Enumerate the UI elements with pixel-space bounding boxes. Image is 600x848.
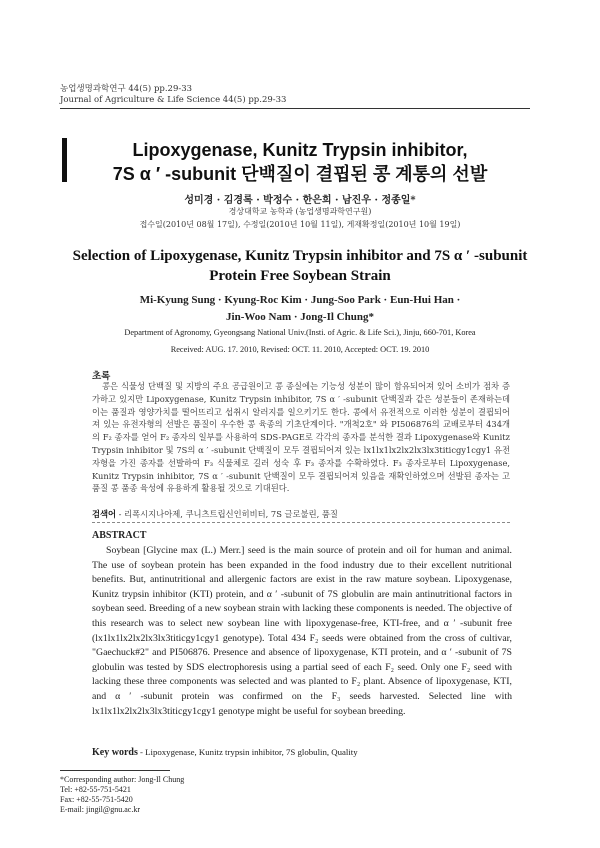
corresponding-author: *Corresponding author: Jong-Il Chung	[60, 775, 185, 784]
correspondence-footnote	[60, 775, 184, 815]
english-abstract-body: Soybean [Glycine max (L.) Merr.] seed is the main source of protein and oil for human and animal. The use of soybean protein has been expanded in the food industry due to their excellent nutritional benefits. But, antinutritional and allergenic factors are exist in the raw mature soybean. Lipoxygenase, Kunitz trypsin inhibitor (KTI) protein, and α ′ -subunit of 7S globulin are main antinutritional factors in soybean seed. Breeding of a new soybean strain with lacking these components is needed. The objective of this research was to select new soybean line with lipoxygenase-free, KTI-free, and α ′ -subunit free (lx1lx1lx2lx2lx3lx3titicgy1cgy1 genotype). Total 434 F₂ seeds were obtained from the cross of cultivar, "Gaechuck#2" and PI506876. Presence and absence of lipoxygenase, KTI protein, and α ′ -subunit of 7S globulin was tested by SDS electrophoresis using a partial seed of each F₂ seed. Only one F₂ seed with lacking these three components was selected and was planted to F₂ plant. Absence of lipoxygenase, KTI, and α ′ -subunit protein was confirmed on the F₃ seeds harvested. Selected line with lx1lx1lx2lx2lx3lx3titicgy1cgy1 genotype might be useful for soybean breeding.	[92, 545, 512, 717]
english-title-line-1: Selection of Lipoxygenase, Kunitz Trypsin inhibitor and 7S α ′ -subunit	[72, 248, 528, 264]
journal-citation-ko: 농업생명과학연구 44(5) pp.29-33	[60, 84, 193, 94]
english-title-line-2: Protein Free Soybean Strain	[209, 268, 391, 284]
journal-citation-en: Journal of Agriculture & Life Science 44(5) pp.29-33	[60, 95, 287, 105]
korean-keywords-text: - 리폭시지나아제, 쿠니츠트립신인히비터, 7S 글로불린, 품질	[116, 509, 338, 519]
journal-header	[60, 84, 286, 106]
telephone: Tel: +82-55-751-5421	[60, 785, 131, 794]
section-divider	[92, 522, 510, 523]
korean-abstract-body: 콩은 식물성 단백질 및 지방의 주요 공급원이고 콩 종실에는 기능성 성분이 많이 함유되어져 있어 소비가 점차 증가하고 있지만 Lipoxygenase, Kunitz Trypsin inhibitor, 7S α ′ -subunit 단백질과 같은 성분들이 존재하는데 이는 품질과 영양가치를 떨어뜨리고 섭취시 알러지를 일으키기도 한다. 콩에서 유전적으로 이러한 성분이 결핍되어져 있는 유전자형의 선발은 품질이 우수한 콩 육종의 기초단계이다. "개척2호" 와 PI506876의 교배로부터 434개의 F₂ 종자를 얻어 F₂ 종자의 일부를 사용하여 SDS-PAGE로 각각의 종자를 분석한 결과 Lipoxygenase와 Kunitz Trypsin inhibitor 및 7S의 α ′ -subunit 단백질이 모두 결핍되어져 있는 lx1lx1lx2lx2lx3lx3titicgy1cgy1 유전자형을 가진 종자를 선발하여 F₃ 식물체로 길러 성숙 후 F₃ 종자를 수확하였다. F₃ 종자로부터 Lipoxygenase, Kunitz Trypsin inhibitor, 7S α ′ -subunit 단백질이 모두 결핍되어져 있음을 재확인하였으며 선발된 종자는 고품질 콩 품종 육성에 유용하게 활용될 것으로 기대된다.	[92, 381, 510, 494]
english-keywords-label: Key words	[92, 747, 138, 758]
english-keywords-text: - Lipoxygenase, Kunitz trypsin inhibitor, 7S globulin, Quality	[137, 747, 358, 757]
affiliation-korean: 경상대학교 농학과 (농업생명과학연구원)	[228, 207, 372, 216]
korean-title	[60, 138, 540, 186]
english-abstract-heading: ABSTRACT	[92, 530, 147, 541]
affiliation-english: Department of Agronomy, Gyeongsang National Univ.(Insti. of Agric. & Life Sci.), Jinju, 660-701, Korea	[124, 328, 476, 337]
dates-korean: 접수일(2010년 08월 17일), 수정일(2010년 10월 11일), 게재확정일(2010년 10월 19일)	[139, 220, 461, 229]
korean-keywords	[92, 508, 510, 520]
email: E-mail: jingil@gnu.ac.kr	[60, 805, 141, 814]
authors-english-line-1: Mi-Kyung Sung · Kyung-Roc Kim · Jung-Soo Park · Eun-Hui Han ·	[139, 294, 461, 306]
english-title	[60, 246, 540, 286]
korean-title-line-1: Lipoxygenase, Kunitz Trypsin inhibitor,	[132, 140, 468, 160]
dates-english: Received: AUG. 17. 2010, Revised: OCT. 11. 2010, Accepted: OCT. 19. 2010	[170, 345, 430, 354]
header-rule	[60, 108, 530, 109]
korean-title-line-2: 7S α ′ -subunit 단백질이 결핍된 콩 계통의 선발	[112, 164, 488, 184]
korean-abstract-heading: 초록	[92, 371, 111, 382]
korean-keywords-label: 검색어	[92, 509, 117, 519]
authors-english	[60, 292, 540, 326]
fax: Fax: +82-55-751-5420	[60, 795, 133, 804]
english-keywords	[92, 747, 512, 758]
authors-english-line-2: Jin-Woo Nam · Jong-Il Chung*	[226, 311, 374, 323]
footnote-rule	[60, 770, 170, 771]
authors-korean: 성미경 · 김경록 · 박정수 · 한은희 · 남진우 · 정종일*	[184, 195, 416, 206]
